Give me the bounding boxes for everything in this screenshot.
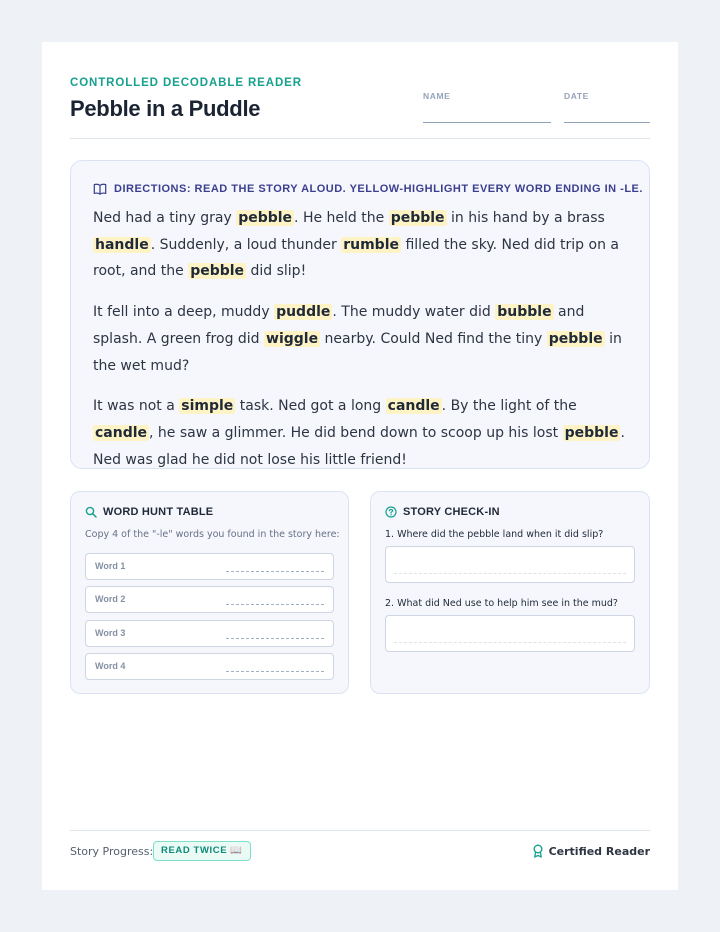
word-hunt-instructions: Copy 4 of the "-le" words you found in the story here: [85,529,340,540]
story-text-segment: in his hand by a brass [446,210,605,226]
answer-writing-line [394,642,626,643]
word-hunt-title [85,506,213,518]
story-text-segment: and splash. A green frog did [93,304,585,347]
story-text-segment: did slip! [246,263,307,280]
story-text-segment: It was not a [93,398,180,415]
story-text-segment: . Suddenly, a loud thunder [150,236,342,253]
name-label: NAME [423,91,451,101]
read-twice-badge: READ TWICE 📖 [153,841,251,861]
word-hunt-card [70,491,349,694]
reader-type-label: CONTROLLED DECODABLE READER [70,77,302,89]
worksheet-page [42,42,678,890]
story-paragraph [93,393,633,473]
highlighted-le-word: pebble [564,424,619,441]
word-slot[interactable] [85,653,334,680]
story-text-segment: nearby. Could Ned find the tiny [320,330,547,347]
word-slot[interactable] [85,553,334,580]
highlighted-le-word: wiggle [266,330,319,347]
highlighted-le-word: pebble [548,330,603,347]
story-text-segment: Ned had a tiny gray [93,210,237,226]
answer-2-box[interactable] [385,615,635,652]
question-2: 2. What did Ned use to help him see in the mud? [385,598,618,609]
story-text-segment: . Ned was glad he did not lose his little friend! [93,424,625,468]
highlighted-le-word: bubble [497,304,552,321]
highlighted-le-word: handle [95,236,149,253]
word-slot-label: Word 3 [95,628,126,638]
open-book-icon [93,182,107,196]
word-slot[interactable] [85,620,334,647]
story-text [93,205,633,487]
highlighted-le-word: rumble [343,236,399,253]
highlighted-le-word: candle [95,424,148,441]
answer-writing-line [394,573,626,574]
word-writing-line [226,571,324,572]
directions-text: DIRECTIONS: READ THE STORY ALOUD. YELLOW-HIGHLIGHT EVERY WORD ENDING IN -LE. [114,183,643,195]
story-text-segment: . He held the [294,210,389,226]
story-check-in-card [370,491,650,694]
story-text-segment: , he saw a glimmer. He did bend down to scoop up his lost [149,424,563,441]
highlighted-le-word: pebble [390,210,445,226]
highlighted-le-word: pebble [190,263,245,280]
award-ribbon-icon [532,844,544,858]
page-title: Pebble in a Puddle [70,96,261,121]
date-label: DATE [564,91,589,101]
story-panel [70,160,650,469]
date-field[interactable] [564,122,650,123]
word-slot-label: Word 1 [95,561,126,571]
directions [93,182,643,196]
highlighted-le-word: pebble [238,210,293,226]
highlighted-le-word: candle [387,398,440,415]
footer-divider [70,830,650,831]
question-circle-icon [385,506,397,518]
highlighted-le-word: puddle [276,304,331,321]
story-text-segment: . By the light of the [441,398,577,415]
search-icon [85,506,97,518]
word-slot[interactable] [85,586,334,613]
story-text-segment: task. Ned got a long [235,398,386,415]
highlighted-le-word: simple [181,398,234,415]
certified-reader [532,844,650,858]
story-paragraph [93,299,633,379]
story-text-segment: filled the sky. Ned did trip on a root, and the [93,236,619,280]
word-writing-line [226,638,324,639]
story-text-segment: in the wet mud? [93,330,622,374]
word-writing-line [226,604,324,605]
story-text-segment: . The muddy water did [332,304,496,321]
word-slot-label: Word 4 [95,661,126,671]
question-1: 1. Where did the pebble land when it did slip? [385,529,604,540]
word-slot-label: Word 2 [95,594,126,604]
answer-1-box[interactable] [385,546,635,583]
story-text-segment: It fell into a deep, muddy [93,304,275,321]
header-divider [70,138,650,139]
word-writing-line [226,671,324,672]
certified-reader-text: Certified Reader [548,844,650,858]
name-field[interactable] [423,122,551,123]
story-progress-label: Story Progress: [70,845,154,858]
check-in-title-text: STORY CHECK-IN [403,506,500,518]
word-hunt-title-text: WORD HUNT TABLE [103,506,214,518]
check-in-title [385,506,500,518]
story-paragraph [93,205,633,285]
